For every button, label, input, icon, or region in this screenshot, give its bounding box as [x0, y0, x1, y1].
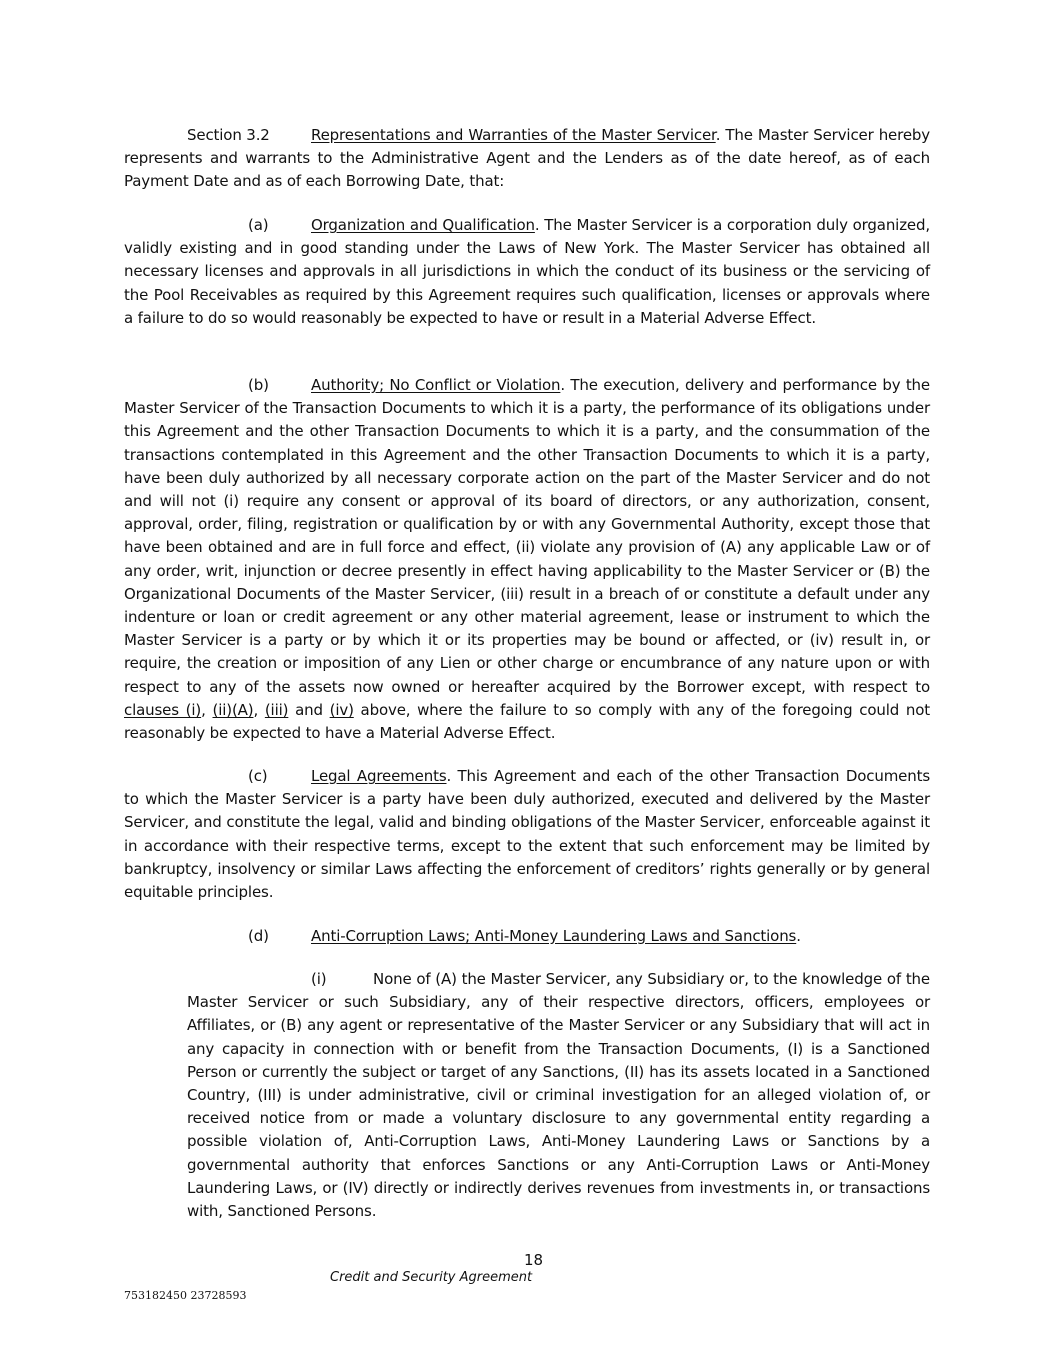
paragraph-b-heading: Authority; No Conflict or Violation — [311, 376, 561, 394]
clause-ref-iii: (iii) — [264, 700, 289, 719]
paragraph-a-heading: Organization and Qualification — [311, 216, 535, 234]
paragraph-c-text: . This Agreement and each of the other Transaction Documents to which the Master Servicer is a party have been duly authorized, executed and delivered by the Master Servicer, and constitute the legal, valid and binding obligations of the Master Servicer, enforceable against it in accordance with their respective terms, except to the extent that such enforcement may be limited by bankruptcy, insolvency or similar Laws affecting the enforcement of creditors’ rights generally or by general equitable principles. — [124, 767, 930, 902]
paragraph-b-label: (b) — [248, 376, 269, 394]
paragraph-d-heading: Anti-Corruption Laws; Anti-Money Laundering Laws and Sanctions — [311, 927, 797, 945]
footer-document-title: Credit and Security Agreement — [330, 1270, 533, 1285]
paragraph-d-label: (d) — [248, 927, 269, 945]
clause-ref-separator: and — [288, 700, 330, 719]
clause-ref-iv: (iv) — [329, 700, 354, 719]
section-text: . The Master Servicer hereby represents and warrants to the Administrative Agent and the Lenders as of the date hereof, as of each Payment Date and as of each Borrowing Date, that: — [124, 126, 930, 191]
clause-ref-separator: , — [201, 700, 213, 719]
paragraph-d-i — [187, 968, 930, 1223]
paragraph-d-text: . — [796, 927, 801, 945]
footer-document-id: 753182450 23728593 — [124, 1289, 247, 1302]
clause-ref-ii-a: (ii)(A) — [212, 700, 254, 719]
paragraph-b-text-2: above, where the failure to so comply with any of the foregoing could not reasonably be expected to have a Material Adverse Effect. — [124, 700, 930, 743]
paragraph-a-text: . The Master Servicer is a corporation duly organized, validly existing and in good standing under the Laws of New York. The Master Servicer has obtained all necessary licenses and approvals in all jurisdictions in which the conduct of its business or the servicing of the Pool Receivables as required by this Agreement requires such qualification, licenses or approvals where a failure to do so would reasonably be expected to have or result in a Material Adverse Effect. — [124, 216, 930, 327]
paragraph-a — [124, 214, 930, 330]
section-number: Section 3.2 — [187, 126, 270, 144]
section-3-2-paragraph — [124, 124, 930, 194]
paragraph-c-label: (c) — [248, 767, 268, 785]
paragraph-b-text-1: . The execution, delivery and performance by the Master Servicer of the Transaction Documents to which it is a party, the performance of its obligations under this Agreement and the other Transaction Documents to which it is a party, and the consummation of the transactions contemplated in this Agreement and the other Transaction Documents to which it is a party, have been duly authorized by all necessary corporate action on the part of the Master Servicer and do not and will not (i) require any consent or approval of its board of directors, or any authorization, consent, approval, order, filing, registration or qualification by or with any Governmental Authority, except those that have been obtained and are in full force and effect, (ii) violate any provision of (A) any applicable Law or of any order, writ, injunction or decree presently in effect having applicability to the Master Servicer or (B) the Organizational Documents of the Master Servicer, (iii) result in a breach of or constitute a default under any indenture or loan or credit agreement or any other material agreement, lease or instrument to which the Master Servicer is a party or by which it or its properties may be bound or affected, or (iv) result in, or require, the creation or imposition of any Lien or other charge or encumbrance of any nature upon or with respect to any of the assets now owned or hereafter acquired by the Borrower except, with respect to — [124, 376, 930, 696]
paragraph-d-i-text: None of (A) the Master Servicer, any Subsidiary or, to the knowledge of the Master Servicer or such Subsidiary, any of their respective directors, officers, employees or Affiliates, or (B) any agent or representative of the Master Servicer or any Subsidiary that will act in any capacity in connection with or benefit from the Transaction Documents, (I) is a Sanctioned Person or currently the subject or target of any Sanctions, (II) has its assets located in a Sanctioned Country, (III) is under administrative, civil or criminal investigation for an alleged violation of, or received notice from or made a voluntary disclosure to any governmental entity regarding a possible violation of, Anti-Corruption Laws, Anti-Money Laundering Laws or Sanctions by a governmental authority that enforces Sanctions or any Anti-Corruption Laws or Anti-Money Laundering Laws, or (IV) directly or indirectly derives revenues from investments in, or transactions with, Sanctioned Persons. — [187, 970, 930, 1221]
section-heading: Representations and Warranties of the Master Servicer — [311, 126, 716, 144]
clause-ref-i: clauses (i) — [124, 700, 202, 719]
paragraph-b — [124, 374, 930, 745]
paragraph-d-i-label: (i) — [311, 970, 327, 988]
paragraph-a-label: (a) — [248, 216, 269, 234]
paragraph-c — [124, 765, 930, 904]
paragraph-d — [124, 925, 930, 948]
page-number: 18 — [523, 1251, 544, 1269]
clause-ref-separator: , — [253, 700, 265, 719]
paragraph-c-heading: Legal Agreements — [311, 767, 447, 785]
